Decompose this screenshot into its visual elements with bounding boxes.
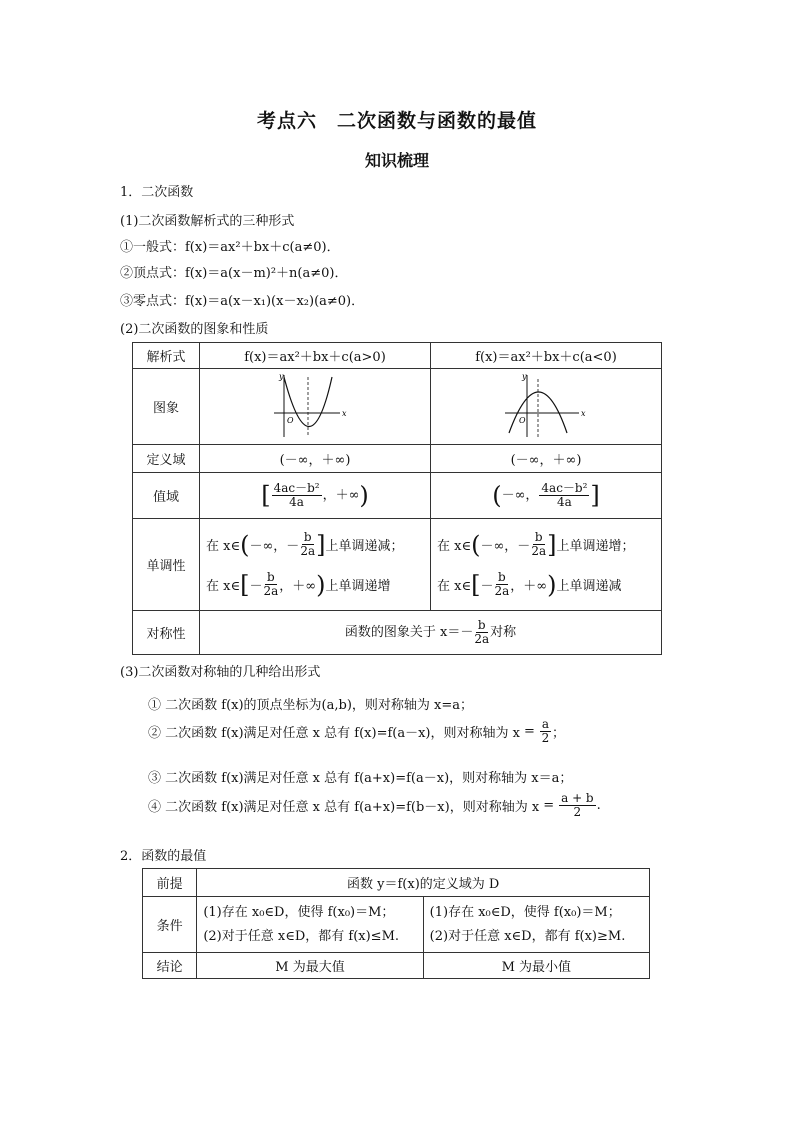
cell-cond-max: (1)存在 x₀∈D，使得 f(x₀)＝M； (2)对于任意 x∈D，都有 f(x)≤M. — [197, 897, 423, 953]
range-fraction: $\frac{\text{4ac－b²}}{4a}$ — [541, 481, 588, 509]
heading-quadratic: 1．二次函数 — [120, 185, 194, 200]
cell-concl-label: 结论 — [143, 953, 197, 979]
formula-zero: ③零点式：f(x)＝a(x－x₁)(x－x₂)(a≠0)． — [120, 294, 365, 309]
axis-y-label: y — [522, 371, 527, 381]
axis-x-label: x — [581, 408, 586, 418]
formula-vertex: ②顶点式：f(x)＝a(x－m)²＋n(a≠0)． — [120, 266, 348, 281]
axis-form-2: ② 二次函数 f(x)满足对任意 x 总有 f(x)=f(a－x)，则对称轴为 x = $\frac{a}{2}$ ； — [148, 717, 566, 745]
origin-label: O — [519, 415, 526, 425]
cell-label-range: 值域 — [133, 473, 200, 519]
cell-mono-neg: 在 x∈ ( －∞，－ $\frac{b}{2a}$ ] 上单调递增； 在 x∈ [ － $\frac{b}{2a}$ ，＋∞ ) 上单调递减 — [431, 519, 662, 611]
extrema-table — [142, 868, 650, 979]
cell-domain-pos: (－∞，＋∞) — [200, 445, 431, 473]
cell-label-expr: 解析式 — [133, 343, 200, 369]
cell-label-graph: 图象 — [133, 369, 200, 445]
cell-expr-pos: f(x)＝ax²＋bx＋c(a>0) — [200, 343, 431, 369]
cell-domain-neg: (－∞，＋∞) — [431, 445, 662, 473]
cell-label-mono: 单调性 — [133, 519, 200, 611]
paragraph-forms: (1)二次函数解析式的三种形式 — [120, 214, 295, 229]
cell-expr-neg: f(x)＝ax²＋bx＋c(a<0) — [431, 343, 662, 369]
cell-premise: 函数 y＝f(x)的定义域为 D — [197, 869, 650, 897]
axis-y-label: y — [279, 371, 284, 381]
cell-label-sym: 对称性 — [133, 611, 200, 655]
paragraph-graph-props: (2)二次函数的图象和性质 — [120, 322, 269, 337]
cell-premise-label: 前提 — [143, 869, 197, 897]
cell-concl-min: M 为最小值 — [423, 953, 649, 979]
axis-form-4: ④ 二次函数 f(x)满足对任意 x 总有 f(a+x)=f(b－x)，则对称轴为 x = $\frac{a + b}{2}$ . — [148, 791, 601, 819]
axis-form-3: ③ 二次函数 f(x)满足对任意 x 总有 f(a+x)=f(a－x)，则对称轴为 x＝a； — [148, 771, 573, 786]
cell-cond-min: (1)存在 x₀∈D，使得 f(x₀)＝M； (2)对于任意 x∈D，都有 f(x)≥M. — [423, 897, 649, 953]
cell-concl-max: M 为最大值 — [197, 953, 423, 979]
cell-sym: 函数的图象关于 x＝－ $\frac{b}{2a}$ 对称 — [200, 611, 662, 655]
range-fraction: $\frac{\text{4ac－b²}}{4a}$ — [273, 481, 320, 509]
cell-range-pos: [ $\frac{\text{4ac－b²}}{4a}$ ，＋∞) — [200, 473, 431, 519]
section-subtitle: 知识梳理 — [364, 151, 429, 170]
parabola-up-graph — [270, 371, 360, 439]
quadratic-table — [132, 342, 662, 655]
paragraph-axis-forms: (3)二次函数对称轴的几种给出形式 — [120, 665, 321, 680]
axis-form-1: ① 二次函数 f(x)的顶点坐标为(a,b)，则对称轴为 x=a； — [148, 698, 474, 713]
cell-label-domain: 定义域 — [133, 445, 200, 473]
cell-graph-pos — [200, 369, 431, 445]
cell-graph-neg — [431, 369, 662, 445]
origin-label: O — [287, 415, 294, 425]
page-title: 考点六 二次函数与函数的最值 — [256, 110, 537, 132]
cell-mono-pos: 在 x∈ ( －∞，－ $\frac{b}{2a}$ ] 上单调递减； 在 x∈ [ － $\frac{b}{2a}$ ，＋∞ ) 上单调递增 — [200, 519, 431, 611]
axis-x-label: x — [342, 408, 347, 418]
cell-range-neg: (－∞， $\frac{\text{4ac－b²}}{4a}$ ] — [431, 473, 662, 519]
formula-general: ①一般式：f(x)＝ax²＋bx＋c(a≠0)． — [120, 240, 340, 255]
cell-cond-label: 条件 — [143, 897, 197, 953]
parabola-down-graph — [501, 371, 591, 439]
heading-extrema: 2．函数的最值 — [120, 849, 207, 864]
